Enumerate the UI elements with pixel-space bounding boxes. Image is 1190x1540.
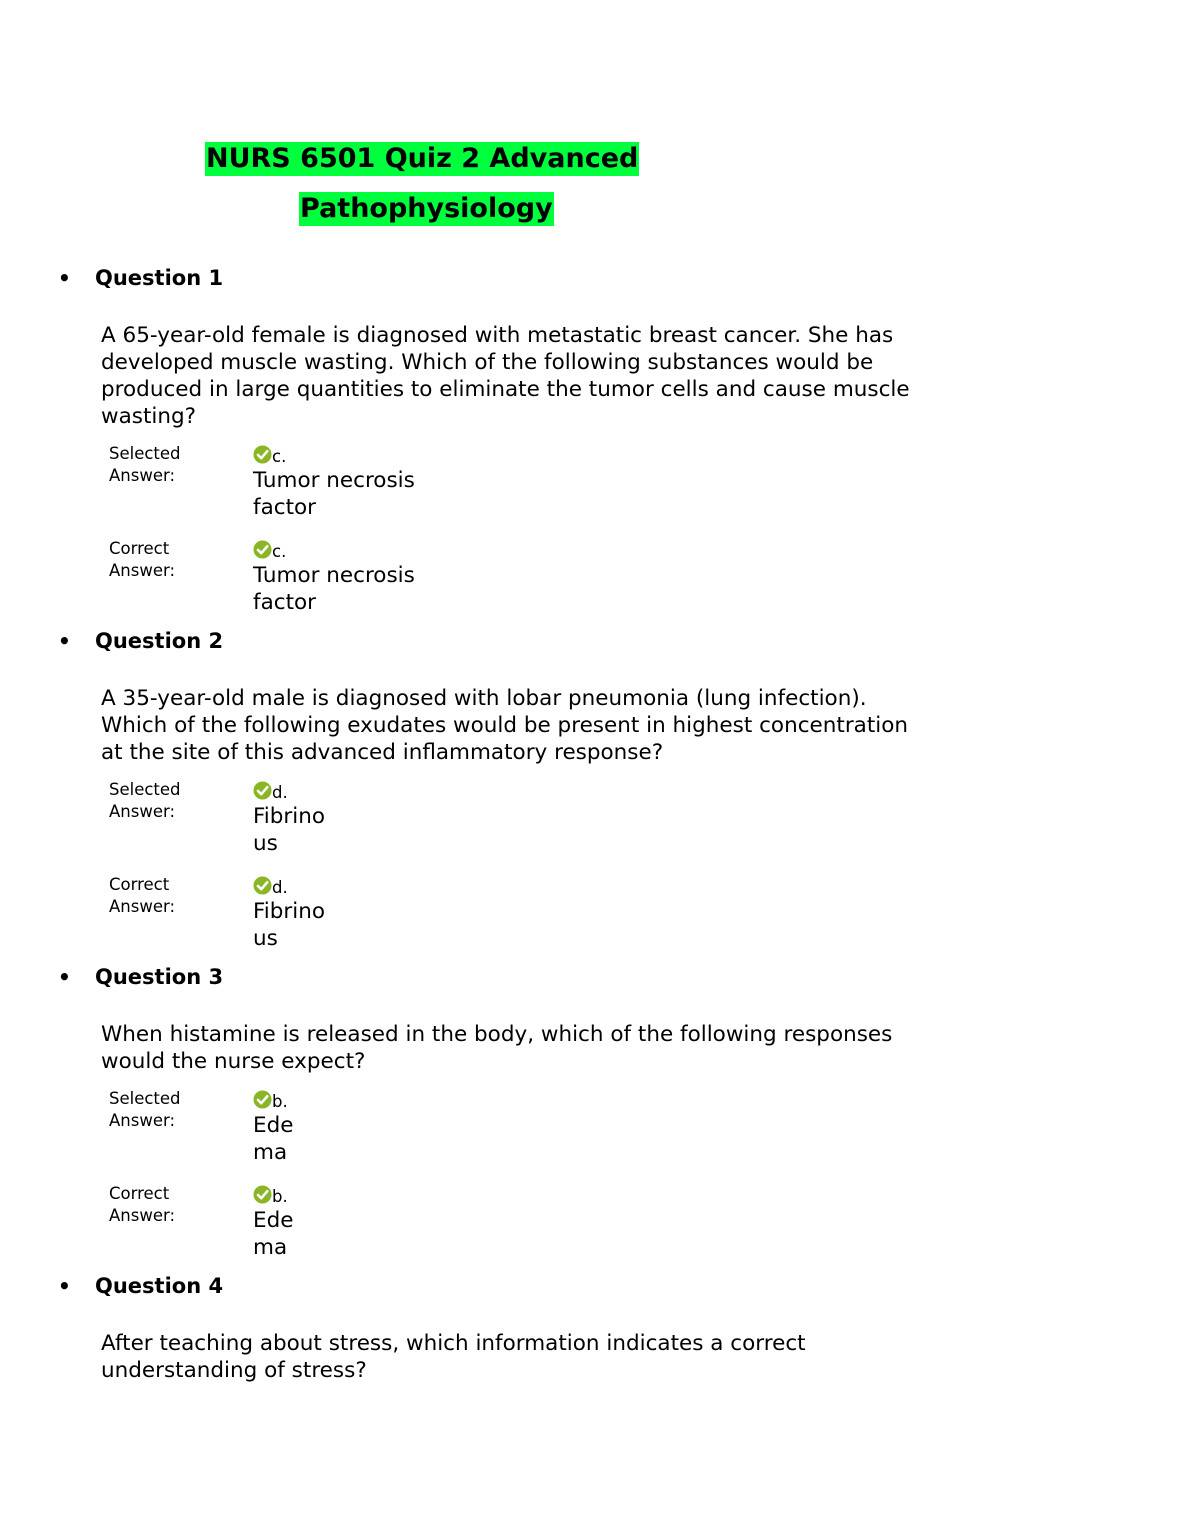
selected-answer <box>253 781 325 857</box>
answer-text: Ede ma <box>253 1113 294 1165</box>
question-heading <box>58 965 223 989</box>
correct-answer <box>253 1185 293 1261</box>
selected-answer-label: Selected Answer: <box>109 780 181 821</box>
question-heading <box>58 1274 223 1298</box>
answer-text: Tumor necrosis factor <box>253 563 415 615</box>
answer-letter-row <box>253 540 415 562</box>
answer-letter: d. <box>272 783 288 802</box>
bullet-icon: • <box>58 965 71 989</box>
answer-letter-row <box>253 876 325 898</box>
answer-letter: c. <box>272 447 287 466</box>
check-circle-icon <box>253 1090 272 1109</box>
question-title: Question 4 <box>95 1274 224 1298</box>
check-circle-icon <box>253 781 272 800</box>
check-circle-icon <box>253 1185 272 1204</box>
correct-answer <box>253 540 415 616</box>
selected-answer-label: Selected Answer: <box>109 444 181 485</box>
question-heading <box>58 629 223 653</box>
question-title: Question 2 <box>95 629 224 653</box>
answer-text: Tumor necrosis factor <box>253 468 415 520</box>
selected-answer <box>253 1090 293 1166</box>
question-title: Question 3 <box>95 965 224 989</box>
selected-answer-label: Selected Answer: <box>109 1089 181 1130</box>
check-circle-icon <box>253 445 272 464</box>
answer-letter: b. <box>272 1187 288 1206</box>
answer-letter-row <box>253 1090 293 1112</box>
question-title: Question 1 <box>95 266 224 290</box>
answer-text: Fibrino us <box>253 804 326 856</box>
answer-text: Ede ma <box>253 1208 294 1260</box>
selected-answer <box>253 445 415 521</box>
answer-letter: b. <box>272 1092 288 1111</box>
answer-letter: d. <box>272 878 288 897</box>
question-text: When histamine is released in the body, which of the following responses would the nurse expect? <box>101 1022 893 1074</box>
question-text: A 35-year-old male is diagnosed with lobar pneumonia (lung infection). Which of the following exudates would be present in highest concentration at the site of this advanced inflammatory response? <box>101 686 909 765</box>
question-text: A 65-year-old female is diagnosed with metastatic breast cancer. She has developed muscle wasting. Which of the following substances would be produced in large quantities to eliminate the tumor cells and cause muscle wasting? <box>101 323 910 429</box>
answer-text: Fibrino us <box>253 899 326 951</box>
answer-letter-row <box>253 445 415 467</box>
bullet-icon: • <box>58 266 71 290</box>
answer-letter-row <box>253 1185 293 1207</box>
correct-answer <box>253 876 325 952</box>
question-text: After teaching about stress, which information indicates a correct understanding of stress? <box>101 1331 806 1383</box>
correct-answer-label: Correct Answer: <box>109 875 176 916</box>
answer-letter: c. <box>272 542 287 561</box>
check-circle-icon <box>253 876 272 895</box>
correct-answer-label: Correct Answer: <box>109 539 176 580</box>
correct-answer-label: Correct Answer: <box>109 1184 176 1225</box>
page-title-line-2: Pathophysiology <box>300 193 553 224</box>
bullet-icon: • <box>58 629 71 653</box>
check-circle-icon <box>253 540 272 559</box>
bullet-icon: • <box>58 1274 71 1298</box>
question-heading <box>58 266 223 290</box>
answer-letter-row <box>253 781 325 803</box>
page-title-line-1: NURS 6501 Quiz 2 Advanced <box>206 143 639 174</box>
